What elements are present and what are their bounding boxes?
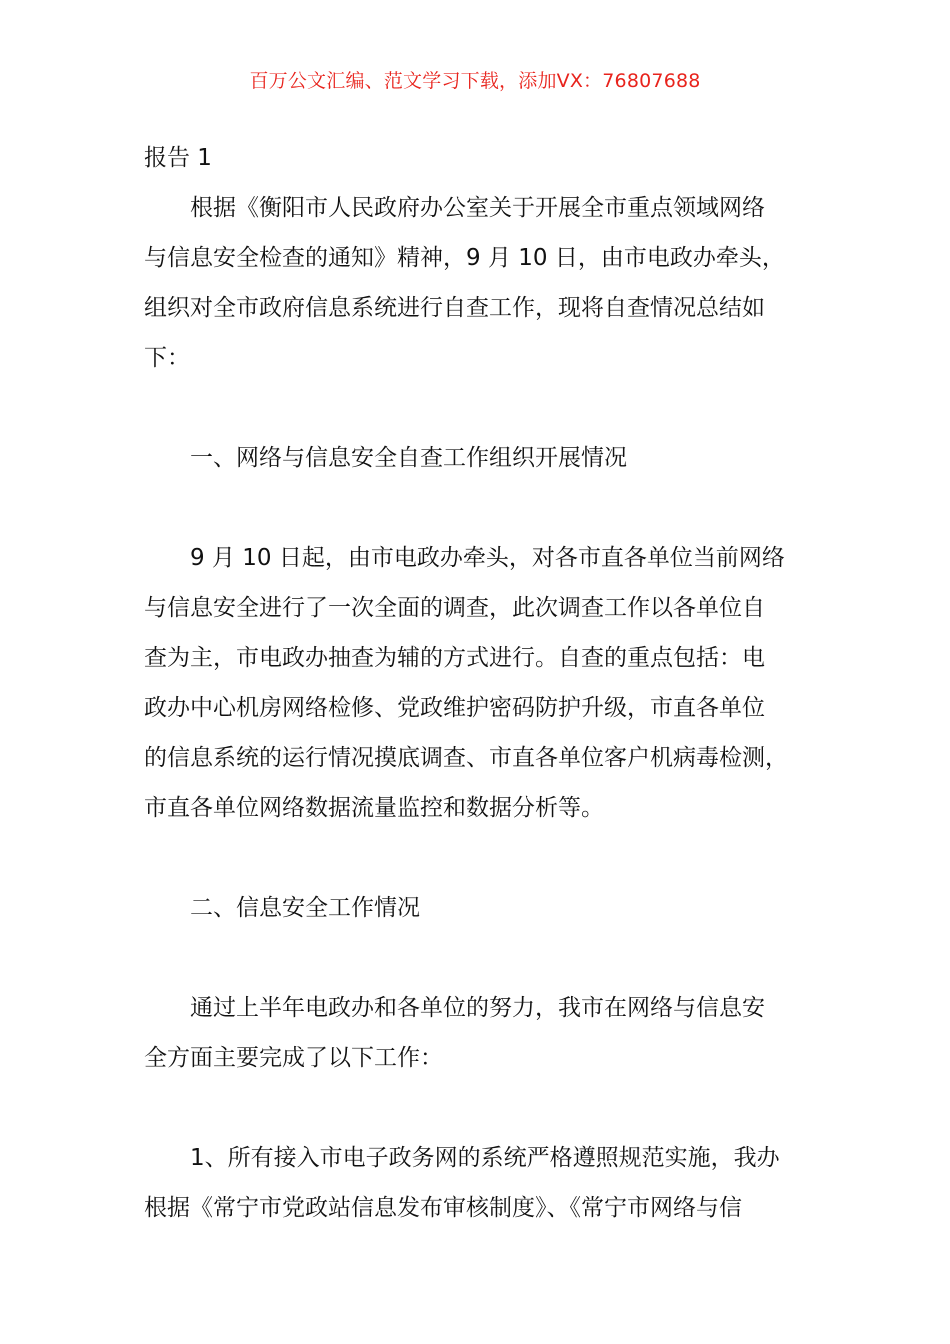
section2-heading: 二、信息安全工作情况	[190, 895, 420, 921]
paragraph-gap	[144, 383, 820, 433]
paragraph-gap	[144, 1083, 820, 1133]
header-watermark-note: 百万公文汇编、范文学习下载，添加VX：76807688	[249, 70, 701, 92]
paragraph-gap	[144, 933, 820, 983]
intro-line: 与信息安全检查的通知》精神，9 月 10 日，由市电政办牵头，	[144, 245, 785, 271]
section1-line: 9 月 10 日起，由市电政办牵头，对各市直各单位当前网络	[190, 545, 785, 571]
intro-line: 组织对全市政府信息系统进行自查工作，现将自查情况总结如	[144, 295, 765, 321]
section1-line: 与信息安全进行了一次全面的调查，此次调查工作以各单位自	[144, 595, 765, 621]
intro-line: 下：	[144, 345, 190, 371]
section1-heading: 一、网络与信息安全自查工作组织开展情况	[190, 445, 627, 471]
section2-line: 全方面主要完成了以下工作：	[144, 1045, 443, 1071]
intro-line: 根据《衡阳市人民政府办公室关于开展全市重点领域网络	[190, 195, 765, 221]
section1-line: 政办中心机房网络检修、党政维护密码防护升级，市直各单位	[144, 695, 765, 721]
section2-line: 通过上半年电政办和各单位的努力，我市在网络与信息安	[190, 995, 765, 1021]
item1-line: 根据《常宁市党政站信息发布审核制度》、《常宁市网络与信	[144, 1195, 742, 1221]
paragraph-gap	[144, 483, 820, 533]
document-body	[144, 133, 820, 1233]
section1-line: 查为主，市电政办抽查为辅的方式进行。自查的重点包括：电	[144, 645, 765, 671]
document-title: 报告 1	[144, 145, 212, 171]
section1-line: 市直各单位网络数据流量监控和数据分析等。	[144, 795, 604, 821]
section1-line: 的信息系统的运行情况摸底调查、市直各单位客户机病毒检测，	[144, 745, 788, 771]
item1-line: 1、所有接入市电子政务网的系统严格遵照规范实施，我办	[190, 1145, 780, 1171]
paragraph-gap	[144, 833, 820, 883]
